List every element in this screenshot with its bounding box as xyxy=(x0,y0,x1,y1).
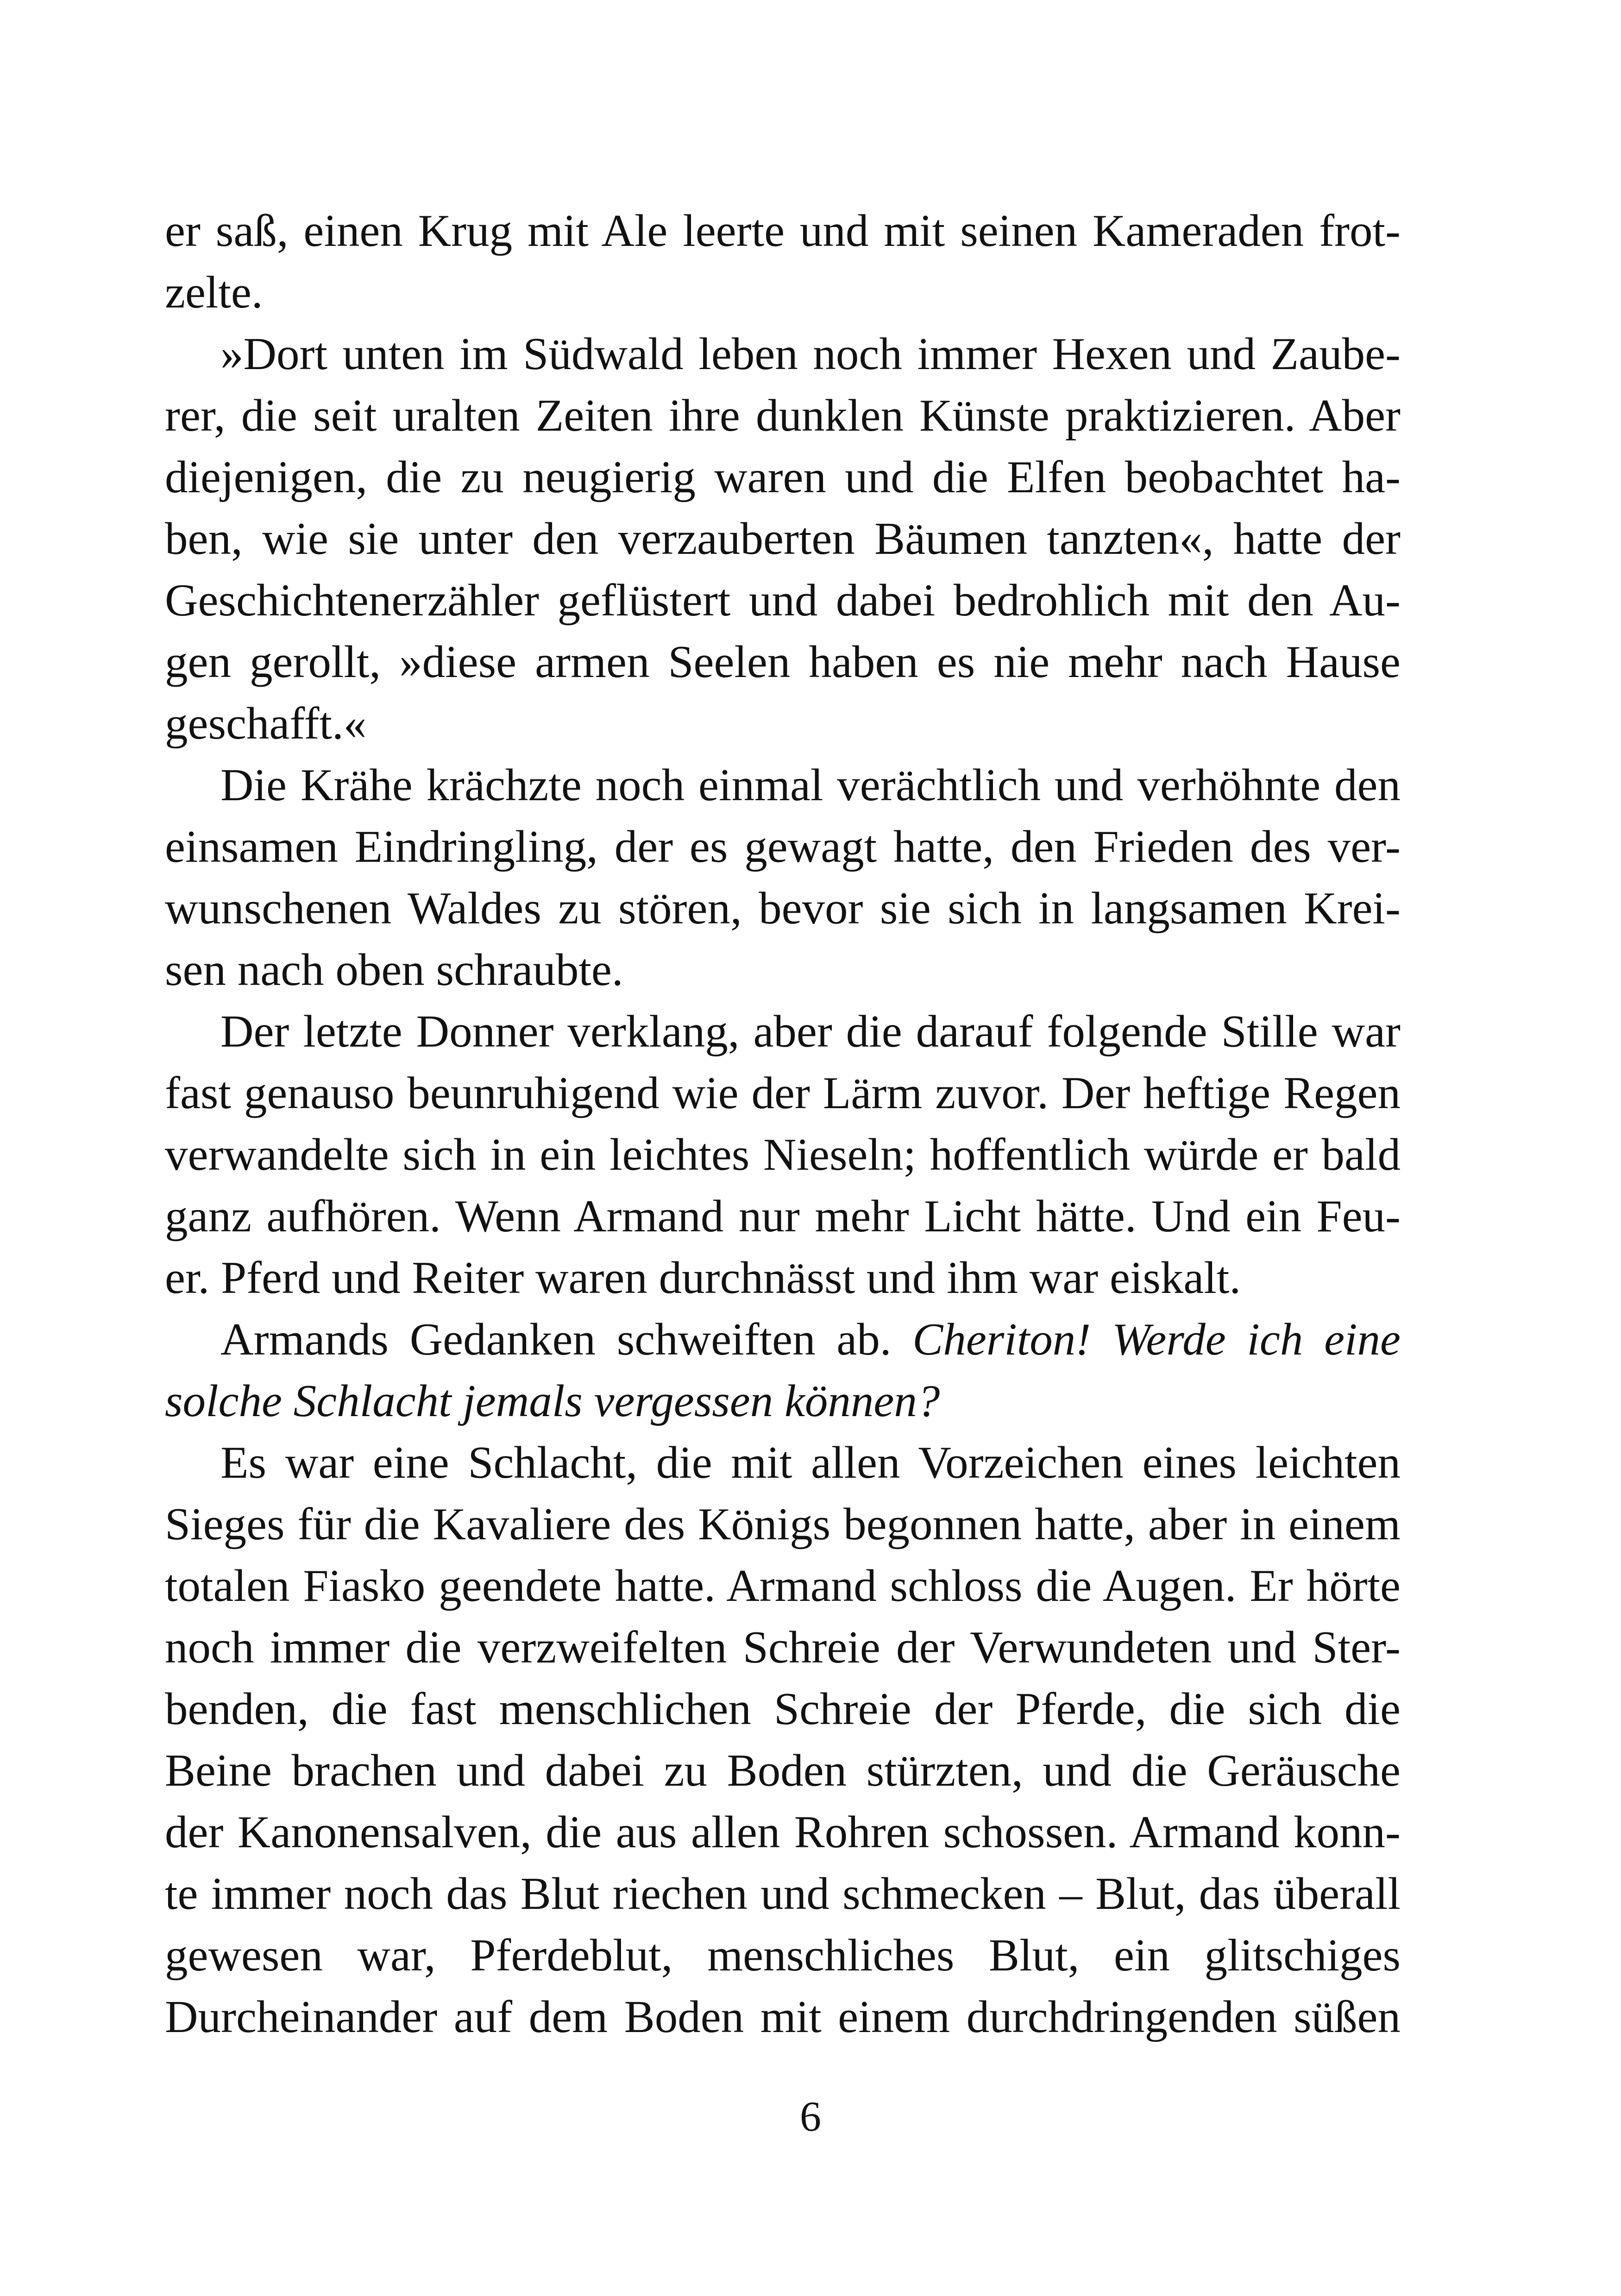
text-line: Der letzte Donner verklang, aber die darauf folgende Stille war xyxy=(220,1006,1401,1057)
text-line: »Dort unten im Südwald leben noch immer Hexen und Zaube- xyxy=(220,329,1401,379)
text-line: te immer noch das Blut riechen und schmecken – Blut, das überall xyxy=(165,1869,1401,1919)
text-line: ben, wie sie unter den verzauberten Bäumen tanzten«, hatte der xyxy=(165,514,1401,564)
text-line-italic: Cheriton! Werde ich eine xyxy=(912,1314,1401,1365)
text-line: er saß, einen Krug mit Ale leerte und mit seinen Kameraden frot- xyxy=(165,206,1401,256)
text-line: zelte. xyxy=(165,267,263,318)
text-line-italic: solche Schlacht jemals vergessen können? xyxy=(165,1376,940,1426)
text-line: sen nach oben schraubte. xyxy=(165,945,623,995)
text-line: diejenigen, die zu neugierig waren und die Elfen beobachtet ha- xyxy=(165,452,1401,502)
text-line: rer, die seit uralten Zeiten ihre dunklen Künste praktizieren. Aber xyxy=(165,390,1401,441)
text-line: Die Krähe krächzte noch einmal verächtlich und verhöhnte den xyxy=(220,760,1401,810)
text-line: Sieges für die Kavaliere des Königs begonnen hatte, aber in einem xyxy=(165,1499,1401,1549)
text-line: Es war eine Schlacht, die mit allen Vorzeichen eines leichten xyxy=(220,1437,1401,1488)
text-line: Durcheinander auf dem Boden mit einem durchdringenden süßen xyxy=(165,1992,1401,2042)
text-line: der Kanonensalven, die aus allen Rohren schossen. Armand konn- xyxy=(165,1807,1401,1857)
text-line: einsamen Eindringling, der es gewagt hatte, den Frieden des ver- xyxy=(165,822,1401,872)
text-line: Beine brachen und dabei zu Boden stürzten, und die Geräusche xyxy=(165,1745,1401,1796)
text-line: Geschichtenerzähler geflüstert und dabei bedrohlich mit den Au- xyxy=(165,575,1401,626)
text-line: totalen Fiasko geendete hatte. Armand schloss die Augen. Er hörte xyxy=(165,1561,1401,1611)
text-line xyxy=(165,1309,1401,1370)
text-line xyxy=(165,1370,1401,1432)
text-line: fast genauso beunruhigend wie der Lärm zuvor. Der heftige Regen xyxy=(165,1068,1401,1118)
text-line: ganz aufhören. Wenn Armand nur mehr Licht hätte. Und ein Feu- xyxy=(165,1191,1401,1242)
page-number: 6 xyxy=(800,2093,821,2140)
text-line: er. Pferd und Reiter waren durchnässt und ihm war eiskalt. xyxy=(165,1253,1241,1303)
text-line: noch immer die verzweifelten Schreie der Verwundeten und Ster- xyxy=(165,1622,1401,1673)
text-line: benden, die fast menschlichen Schreie der Pferde, die sich die xyxy=(165,1684,1401,1734)
text-line: wunschenen Waldes zu stören, bevor sie sich in langsamen Krei- xyxy=(165,883,1401,934)
text-line: gewesen war, Pferdeblut, menschliches Blut, ein glitschiges xyxy=(165,1930,1401,1981)
body-text xyxy=(165,200,1401,2048)
text-line: geschafft.« xyxy=(165,698,367,749)
text-line-roman: Armands Gedanken schweiften ab. xyxy=(220,1314,892,1365)
text-line: gen gerollt, »diese armen Seelen haben es nie mehr nach Hause xyxy=(165,637,1401,687)
text-line: verwandelte sich in ein leichtes Nieseln; hoffentlich würde er bald xyxy=(165,1129,1401,1180)
